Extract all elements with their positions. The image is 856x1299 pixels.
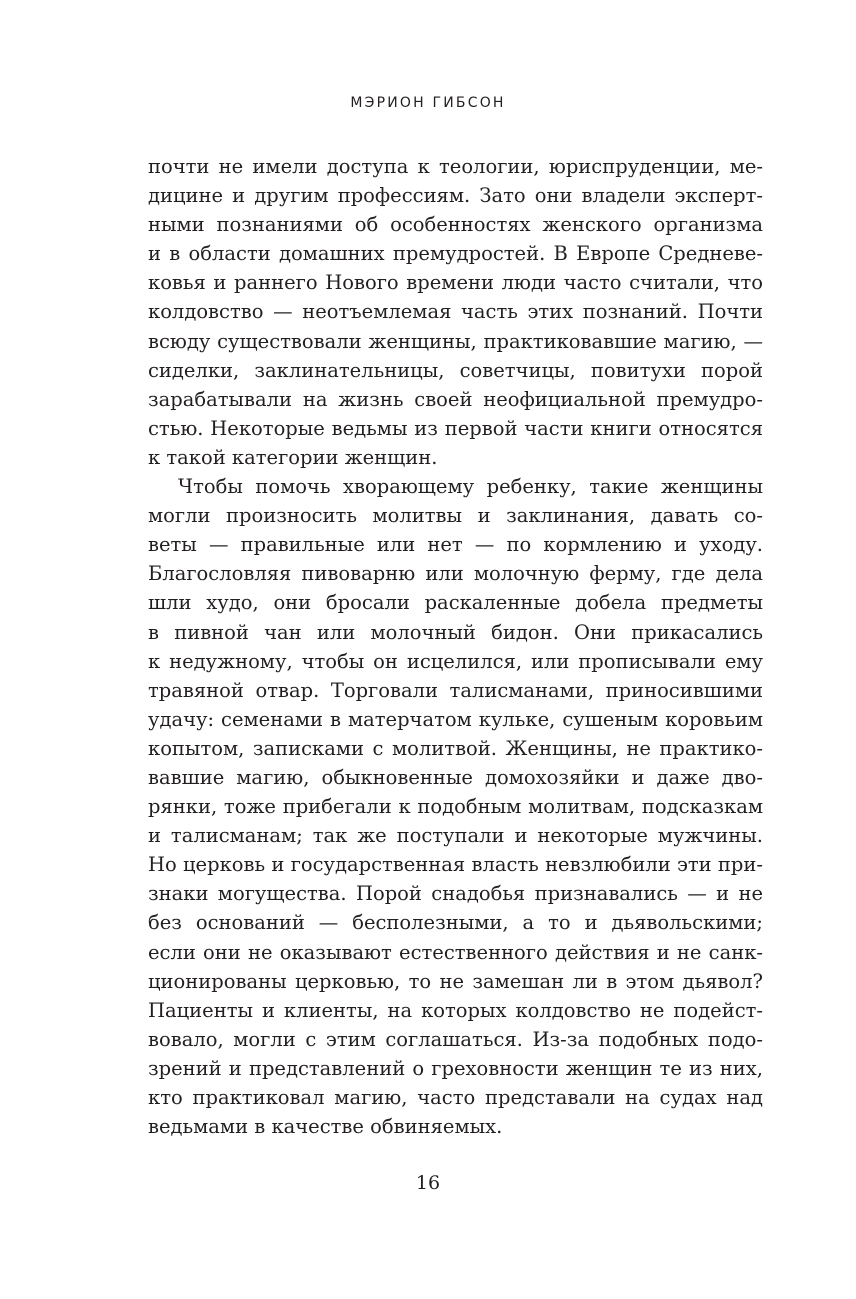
paragraph-2 (148, 472, 763, 1141)
text-line: кто практиковал магию, часто представали на судах над (148, 1086, 763, 1109)
text-line: зарабатывали на жизнь своей неофициальной премудро- (148, 387, 763, 411)
text-line: ными познаниями об особенностях женского организма (148, 213, 763, 237)
paragraph-1 (148, 152, 763, 472)
text-line: к недужному, чтобы он исцелился, или прописывали ему (148, 649, 763, 673)
text-line: травяной отвар. Торговали талисманами, приносившими (148, 678, 763, 702)
text-line: Чтобы помочь хворающему ребенку, такие женщины (178, 475, 763, 499)
text-line: почти не имели доступа к теологии, юриспруденции, ме- (148, 155, 763, 178)
text-line: ковья и раннего Нового времени люди часто считали, что (148, 271, 763, 295)
text-line: и в области домашних премудростей. В Европе Средневе- (148, 242, 763, 266)
text-line: к такой категории женщин. (148, 445, 438, 469)
text-line: знаки могущества. Порой снадобья признавались — и не (148, 882, 763, 906)
text-line: ведьмами в качестве обвиняемых. (148, 1115, 503, 1139)
text-line: вавшие магию, обыкновенные домохозяйки и даже дво- (148, 765, 763, 789)
text-line: веты — правильные или нет — по кормлению и уходу. (148, 533, 763, 557)
text-line: всюду существовали женщины, практиковавшие магию, — (148, 329, 763, 353)
text-line: в пивной чан или молочный бидон. Они прикасались (148, 620, 763, 644)
text-line: ционированы церковью, то не замешан ли в этом дьявол? (148, 969, 763, 993)
text-line: могли произносить молитвы и заклинания, давать со- (148, 504, 763, 528)
body-text (148, 152, 763, 1141)
text-line: колдовство — неотъемлемая часть этих познаний. Почти (148, 300, 763, 324)
text-line: вовало, могли с этим соглашаться. Из-за подобных подо- (148, 1027, 763, 1051)
text-line: Пациенты и клиенты, на которых колдовство не подейст- (148, 998, 763, 1022)
text-line: и талисманам; так же поступали и некоторые мужчины. (148, 824, 763, 848)
text-line: Благословляя пивоварню или молочную ферму, где дела (148, 562, 763, 586)
text-line: сиделки, заклинательницы, советчицы, повитухи порой (148, 358, 763, 382)
text-line: Но церковь и государственная власть невзлюбили эти при- (148, 853, 763, 877)
text-line: если они не оказывают естественного действия и не санк- (148, 940, 763, 964)
text-line: дицине и другим профессиям. Зато они владели эксперт- (148, 184, 763, 208)
text-line: без оснований — бесполезными, а то и дьявольскими; (148, 911, 763, 935)
text-line: шли худо, они бросали раскаленные добела предметы (148, 591, 763, 615)
text-line: рянки, тоже прибегали к подобным молитвам, подсказкам (148, 795, 763, 819)
text-line: удачу: семенами в матерчатом кульке, сушеным коровьим (148, 707, 763, 731)
text-line: стью. Некоторые ведьмы из первой части книги относятся (148, 416, 763, 440)
text-line: копытом, записками с молитвой. Женщины, не практико- (148, 736, 763, 760)
running-head: МЭРИОН ГИБСОН (350, 95, 506, 111)
page-number: 16 (415, 1172, 441, 1194)
text-line: зрений и представлений о греховности женщин те из них, (148, 1056, 763, 1080)
